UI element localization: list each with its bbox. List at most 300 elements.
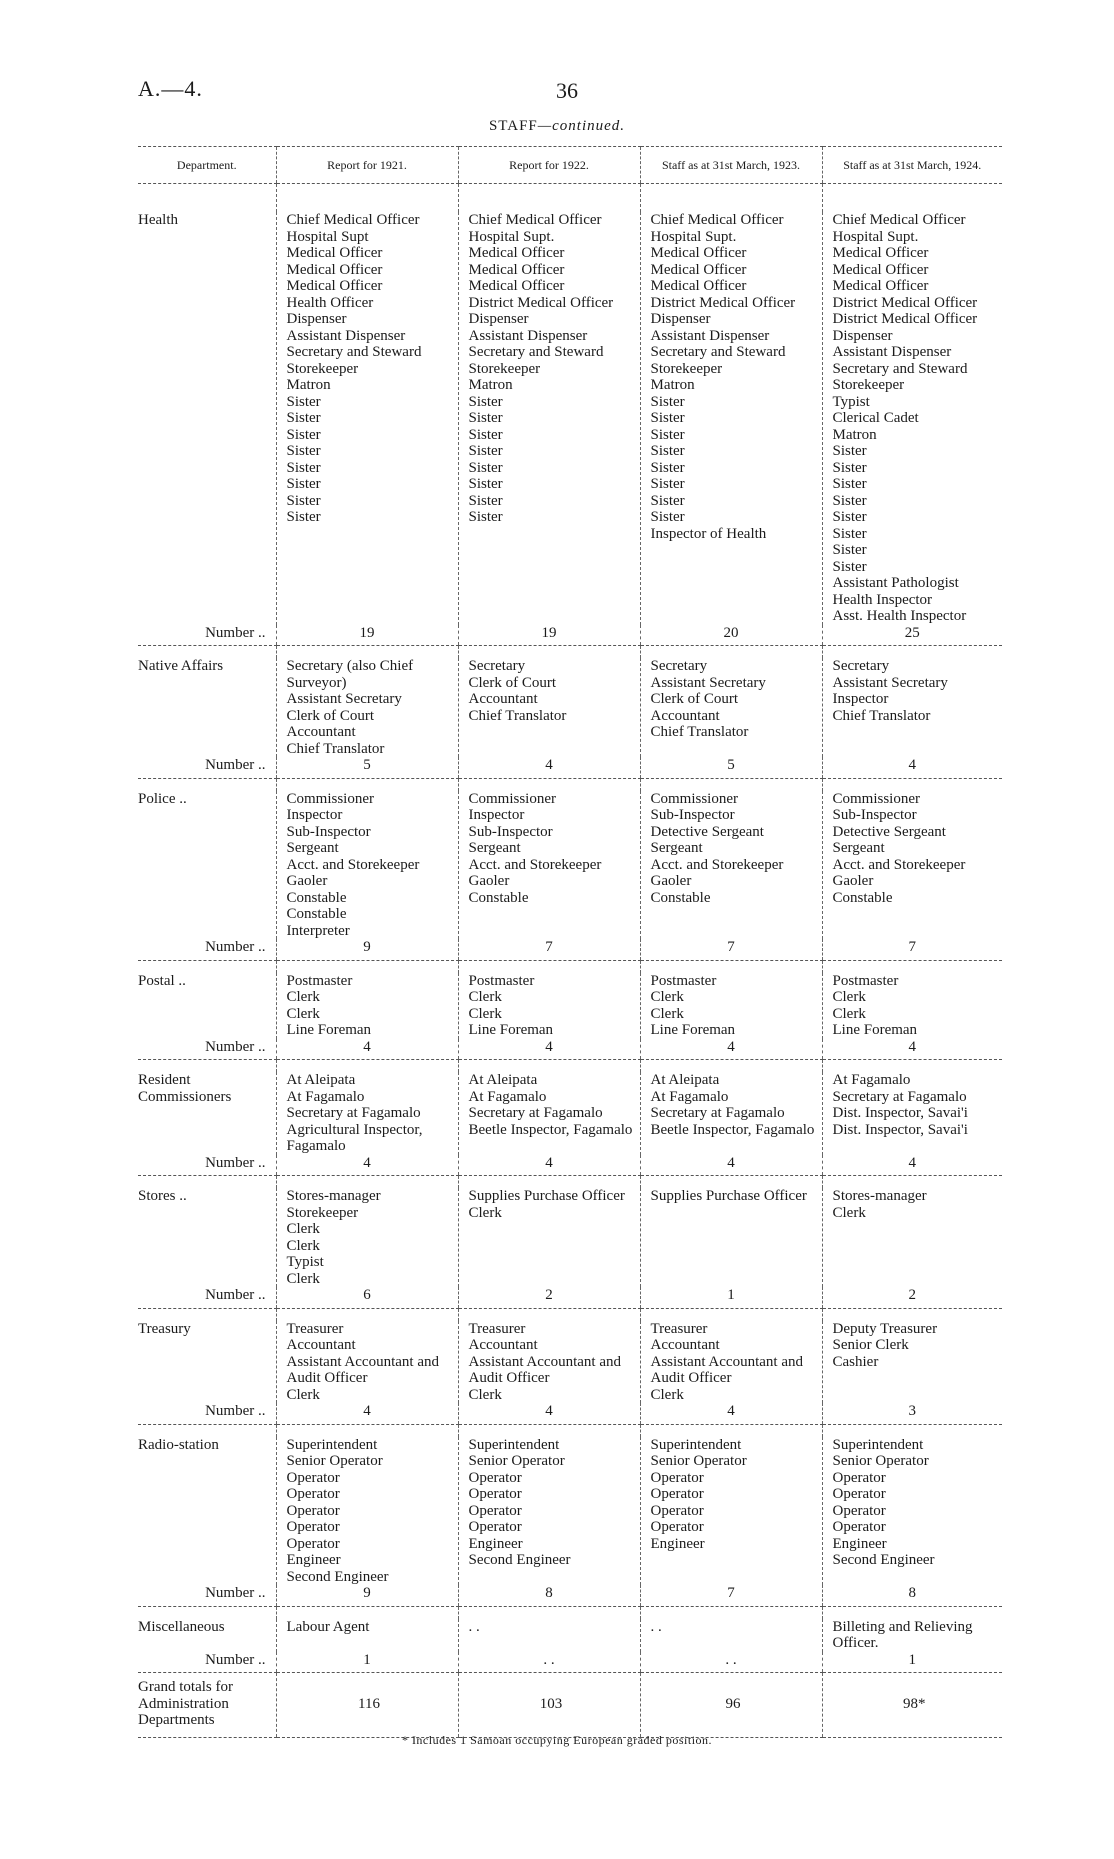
staff-position: Medical Officer bbox=[468, 261, 565, 278]
spacer-cell bbox=[138, 1308, 276, 1321]
staff-position: Sister bbox=[832, 509, 867, 525]
staff-position: District Medical Officer bbox=[832, 294, 978, 311]
staff-position: Medical Officer bbox=[286, 261, 383, 278]
staff-position: Chief Medical Officer bbox=[286, 212, 420, 228]
staff-list-cell bbox=[640, 1188, 822, 1287]
staff-position: Sister bbox=[286, 426, 321, 443]
staff-position: Gaoler bbox=[468, 873, 510, 889]
staff-count: 1 bbox=[640, 1287, 822, 1308]
staff-position: Secretary at Fagamalo bbox=[650, 1105, 785, 1121]
staff-list-cell bbox=[276, 1619, 458, 1652]
grand-total-value: 98* bbox=[822, 1673, 1002, 1738]
staff-count: 4 bbox=[458, 1403, 640, 1424]
staff-position: Sister bbox=[468, 443, 503, 459]
staff-position: Sister bbox=[468, 492, 503, 509]
staff-position: Accountant bbox=[468, 691, 538, 707]
grand-total-label: Grand totals for Administration Departments bbox=[138, 1673, 276, 1738]
staff-position: Sister bbox=[468, 476, 503, 492]
staff-position: Second Engineer bbox=[832, 1552, 935, 1568]
staff-position: Chief Medical Officer bbox=[650, 212, 784, 228]
staff-position: Sub-Inspector bbox=[286, 823, 371, 840]
staff-position: Medical Officer bbox=[832, 278, 929, 294]
staff-position: Operator bbox=[286, 1519, 340, 1535]
spacer-cell bbox=[822, 646, 1002, 659]
spacer-cell bbox=[822, 184, 1002, 213]
staff-list-cell bbox=[822, 212, 1002, 625]
department-cell bbox=[138, 212, 276, 625]
staff-position: Dist. Inspector, Savai'i bbox=[832, 1121, 968, 1138]
department-cell bbox=[138, 1188, 276, 1287]
staff-position: Sister bbox=[650, 393, 685, 410]
staff-table-container bbox=[138, 146, 1002, 1738]
staff-position: At Fagamalo bbox=[832, 1072, 911, 1088]
staff-position: Medical Officer bbox=[468, 245, 565, 261]
staff-position: Senior Operator bbox=[468, 1453, 565, 1469]
staff-position: Medical Officer bbox=[832, 245, 929, 261]
staff-position: Medical Officer bbox=[468, 278, 565, 294]
staff-position: Health Inspector bbox=[832, 591, 933, 608]
staff-position: Clerk bbox=[286, 1221, 320, 1237]
staff-position: Senior Operator bbox=[650, 1453, 747, 1469]
spacer-cell bbox=[458, 184, 640, 213]
spacer-cell bbox=[640, 1606, 822, 1619]
staff-position: Health Officer bbox=[286, 294, 374, 311]
staff-list-cell bbox=[276, 658, 458, 757]
staff-position: Medical Officer bbox=[650, 261, 747, 278]
table-header-row bbox=[138, 147, 1002, 184]
staff-list-cell bbox=[822, 1321, 1002, 1404]
staff-position: Matron bbox=[650, 377, 695, 393]
staff-list-cell bbox=[276, 1437, 458, 1586]
staff-position: Secretary and Steward bbox=[650, 344, 786, 360]
staff-position: At Fagamalo bbox=[468, 1088, 547, 1105]
staff-position: Acct. and Storekeeper bbox=[650, 856, 784, 873]
staff-position: District Medical Officer bbox=[832, 311, 978, 327]
spacer-cell bbox=[138, 646, 276, 659]
staff-position: Sergeant bbox=[286, 840, 339, 856]
staff-position: At Aleipata bbox=[468, 1072, 538, 1088]
staff-position: Labour Agent bbox=[286, 1618, 370, 1635]
staff-position: Typist bbox=[286, 1254, 324, 1270]
staff-list-cell bbox=[276, 791, 458, 940]
staff-position: Sister bbox=[286, 492, 321, 509]
staff-count: 9 bbox=[276, 939, 458, 960]
spacer-cell bbox=[640, 1060, 822, 1073]
spacer-cell bbox=[276, 646, 458, 659]
staff-position: Secretary and Steward bbox=[468, 344, 604, 360]
staff-position: Operator bbox=[286, 1486, 340, 1502]
column-header: Report for 1921. bbox=[276, 147, 458, 184]
staff-position: Line Foreman bbox=[286, 1022, 372, 1038]
number-label: Number .. bbox=[138, 1585, 276, 1606]
staff-count: . . bbox=[458, 1652, 640, 1673]
spacer-row bbox=[138, 1308, 1002, 1321]
staff-position: Chief Translator bbox=[832, 707, 931, 724]
staff-position: Operator bbox=[832, 1469, 886, 1486]
staff-list-cell bbox=[822, 791, 1002, 940]
staff-position: Clerk of Court bbox=[286, 707, 374, 724]
staff-position: Accountant bbox=[286, 724, 356, 740]
department-name: Treasury bbox=[138, 1320, 191, 1337]
document-reference: A.—4. bbox=[138, 76, 203, 101]
staff-position: Operator bbox=[650, 1502, 704, 1519]
spacer-cell bbox=[458, 1060, 640, 1073]
staff-position: Dispenser bbox=[832, 327, 893, 344]
staff-position: Accountant bbox=[650, 707, 720, 724]
staff-position: Secretary bbox=[468, 658, 526, 674]
staff-list-cell bbox=[640, 1072, 822, 1155]
staff-position: Detective Sergeant bbox=[832, 823, 946, 840]
spacer-cell bbox=[458, 1176, 640, 1189]
spacer-row bbox=[138, 1060, 1002, 1073]
staff-position: Sister bbox=[286, 393, 321, 410]
staff-position: Engineer bbox=[286, 1552, 341, 1568]
staff-position: Sub-Inspector bbox=[832, 807, 917, 823]
staff-position: Hospital Supt. bbox=[468, 228, 555, 245]
staff-position: Clerk bbox=[286, 1237, 320, 1254]
staff-position: Assistant Dispenser bbox=[650, 327, 770, 344]
spacer-cell bbox=[822, 1308, 1002, 1321]
staff-position: Storekeeper bbox=[650, 360, 723, 377]
staff-position: Postmaster bbox=[832, 972, 899, 989]
spacer-cell bbox=[640, 778, 822, 791]
department-row bbox=[138, 212, 1002, 625]
staff-position: Accountant bbox=[286, 1337, 356, 1353]
staff-position: Operator bbox=[286, 1535, 340, 1552]
staff-position: Clerk of Court bbox=[650, 691, 738, 707]
spacer-cell bbox=[276, 1424, 458, 1437]
staff-list-cell bbox=[822, 1619, 1002, 1652]
staff-list-cell bbox=[458, 658, 640, 757]
staff-position: Storekeeper bbox=[832, 377, 905, 393]
staff-position: Sister bbox=[832, 492, 867, 509]
staff-position: Clerk bbox=[468, 1005, 502, 1022]
staff-position: Secretary (also Chief Surveyor) bbox=[286, 658, 414, 691]
staff-position: Secretary at Fagamalo bbox=[286, 1105, 421, 1121]
staff-list-cell bbox=[822, 1437, 1002, 1586]
spacer-cell bbox=[138, 960, 276, 973]
staff-position: Second Engineer bbox=[468, 1552, 571, 1568]
department-row bbox=[138, 658, 1002, 757]
department-row bbox=[138, 1619, 1002, 1652]
table-body bbox=[138, 184, 1002, 1738]
staff-position: Dispenser bbox=[468, 311, 529, 327]
staff-list-cell bbox=[276, 1321, 458, 1404]
staff-position: Clerical Cadet bbox=[832, 410, 919, 426]
department-cell bbox=[138, 791, 276, 940]
staff-position: Clerk bbox=[832, 1204, 866, 1221]
staff-position: Sub-Inspector bbox=[650, 807, 735, 823]
staff-list-cell bbox=[458, 1619, 640, 1652]
number-row bbox=[138, 1155, 1002, 1176]
column-header: Staff as at 31st March, 1923. bbox=[640, 147, 822, 184]
staff-position: Constable bbox=[286, 906, 347, 922]
spacer-cell bbox=[640, 1424, 822, 1437]
department-name: Postal .. bbox=[138, 972, 186, 989]
spacer-cell bbox=[458, 960, 640, 973]
staff-position: Sister bbox=[832, 476, 867, 492]
staff-list-cell bbox=[640, 791, 822, 940]
staff-count: 2 bbox=[822, 1287, 1002, 1308]
staff-count: 4 bbox=[640, 1039, 822, 1060]
staff-position: Matron bbox=[832, 426, 877, 443]
staff-list-cell bbox=[458, 791, 640, 940]
staff-position: At Fagamalo bbox=[650, 1088, 729, 1105]
spacer-row bbox=[138, 1606, 1002, 1619]
staff-position: Asst. Health Inspector bbox=[832, 608, 967, 624]
staff-position: At Fagamalo bbox=[286, 1088, 365, 1105]
staff-position: Chief Translator bbox=[468, 707, 567, 724]
staff-position: Operator bbox=[468, 1519, 522, 1535]
staff-position: Gaoler bbox=[286, 873, 328, 889]
staff-position: At Aleipata bbox=[650, 1072, 720, 1088]
staff-list-cell bbox=[822, 1188, 1002, 1287]
staff-position: Line Foreman bbox=[650, 1022, 736, 1038]
number-label: Number .. bbox=[138, 939, 276, 960]
column-header: Department. bbox=[138, 147, 276, 184]
staff-position: Operator bbox=[832, 1502, 886, 1519]
staff-position: Clerk bbox=[650, 1005, 684, 1022]
department-name: Radio-station bbox=[138, 1436, 219, 1453]
staff-position: Treasurer bbox=[286, 1320, 344, 1337]
spacer-row bbox=[138, 778, 1002, 791]
staff-position: Sub-Inspector bbox=[468, 823, 553, 840]
staff-position: Clerk bbox=[650, 989, 684, 1005]
spacer-cell bbox=[138, 1606, 276, 1619]
staff-position: Inspector bbox=[832, 691, 889, 707]
spacer-cell bbox=[276, 184, 458, 213]
staff-list-cell bbox=[276, 973, 458, 1039]
staff-position: Clerk bbox=[286, 1005, 320, 1022]
grand-total-value: 96 bbox=[640, 1673, 822, 1738]
staff-position: Sister bbox=[650, 410, 685, 426]
number-row bbox=[138, 1652, 1002, 1673]
staff-position: Sister bbox=[468, 410, 503, 426]
staff-position: Sister bbox=[832, 542, 867, 558]
spacer-cell bbox=[822, 778, 1002, 791]
staff-position: Secretary at Fagamalo bbox=[468, 1105, 603, 1121]
staff-count: 8 bbox=[458, 1585, 640, 1606]
staff-count: 5 bbox=[640, 757, 822, 778]
staff-position: . . bbox=[650, 1618, 662, 1635]
spacer-cell bbox=[276, 1060, 458, 1073]
staff-position: Assistant Secretary bbox=[832, 674, 948, 691]
staff-position: Operator bbox=[650, 1469, 704, 1486]
staff-count: 4 bbox=[640, 1403, 822, 1424]
spacer-row bbox=[138, 1424, 1002, 1437]
staff-position: Sister bbox=[650, 426, 685, 443]
staff-position: Medical Officer bbox=[286, 245, 383, 261]
spacer-cell bbox=[822, 1606, 1002, 1619]
staff-position: Operator bbox=[286, 1469, 340, 1486]
staff-position: Senior Clerk bbox=[832, 1337, 909, 1353]
number-row bbox=[138, 939, 1002, 960]
staff-position: Clerk bbox=[650, 1386, 684, 1403]
staff-position: Engineer bbox=[468, 1535, 523, 1552]
staff-count: 19 bbox=[458, 625, 640, 646]
department-row bbox=[138, 973, 1002, 1039]
spacer-cell bbox=[822, 960, 1002, 973]
department-name: Native Affairs bbox=[138, 658, 224, 674]
staff-position: Sergeant bbox=[832, 840, 885, 856]
staff-position: Postmaster bbox=[468, 972, 535, 989]
department-name: Stores .. bbox=[138, 1188, 187, 1204]
staff-position: Gaoler bbox=[832, 873, 874, 889]
number-label: Number .. bbox=[138, 757, 276, 778]
staff-position: Treasurer bbox=[650, 1320, 708, 1337]
staff-list-cell bbox=[640, 1437, 822, 1586]
spacer-cell bbox=[458, 778, 640, 791]
department-name: Miscellaneous bbox=[138, 1618, 225, 1635]
staff-list-cell bbox=[822, 1072, 1002, 1155]
number-label: Number .. bbox=[138, 625, 276, 646]
staff-count: 25 bbox=[822, 625, 1002, 646]
staff-position: Operator bbox=[468, 1469, 522, 1486]
staff-list-cell bbox=[822, 658, 1002, 757]
number-label: Number .. bbox=[138, 1403, 276, 1424]
staff-list-cell bbox=[276, 212, 458, 625]
number-label: Number .. bbox=[138, 1155, 276, 1176]
staff-position: Supplies Purchase Officer bbox=[468, 1188, 625, 1204]
staff-position: Engineer bbox=[832, 1535, 887, 1552]
staff-list-cell bbox=[458, 1321, 640, 1404]
spacer-cell bbox=[458, 646, 640, 659]
staff-position: Sister bbox=[832, 558, 867, 575]
staff-position: Inspector of Health bbox=[650, 525, 767, 542]
staff-position: Senior Operator bbox=[832, 1453, 929, 1469]
staff-position: Sister bbox=[286, 443, 321, 459]
staff-position: Cashier bbox=[832, 1353, 879, 1370]
spacer-cell bbox=[138, 184, 276, 213]
staff-position: Chief Medical Officer bbox=[832, 212, 966, 228]
staff-position: Sister bbox=[832, 525, 867, 542]
number-row bbox=[138, 1039, 1002, 1060]
staff-list-cell bbox=[640, 1321, 822, 1404]
department-cell bbox=[138, 973, 276, 1039]
staff-count: 4 bbox=[458, 1039, 640, 1060]
staff-position: Second Engineer bbox=[286, 1568, 389, 1585]
staff-position: Operator bbox=[832, 1519, 886, 1535]
staff-position: Supplies Purchase Officer bbox=[650, 1188, 807, 1204]
staff-position: Acct. and Storekeeper bbox=[286, 856, 420, 873]
staff-position: Clerk bbox=[286, 1270, 320, 1287]
staff-position: Clerk bbox=[468, 1204, 502, 1221]
staff-count: 1 bbox=[822, 1652, 1002, 1673]
staff-position: Commissioner bbox=[832, 790, 921, 807]
staff-count: 20 bbox=[640, 625, 822, 646]
staff-position: Agricultural Inspector, Fagamalo bbox=[286, 1121, 423, 1154]
staff-position: Constable bbox=[286, 889, 347, 906]
staff-count: 19 bbox=[276, 625, 458, 646]
staff-position: Sister bbox=[286, 509, 321, 525]
spacer-cell bbox=[276, 778, 458, 791]
number-row bbox=[138, 625, 1002, 646]
staff-position: Sister bbox=[832, 459, 867, 476]
staff-position: Secretary at Fagamalo bbox=[832, 1088, 967, 1105]
staff-position: Sister bbox=[650, 443, 685, 459]
department-cell bbox=[138, 1437, 276, 1586]
staff-position: Accountant bbox=[650, 1337, 720, 1353]
staff-list-cell bbox=[640, 658, 822, 757]
staff-list-cell bbox=[458, 1072, 640, 1155]
staff-count: 7 bbox=[640, 1585, 822, 1606]
staff-position: Chief Translator bbox=[650, 724, 749, 740]
staff-position: Operator bbox=[468, 1502, 522, 1519]
staff-count: 4 bbox=[640, 1155, 822, 1176]
staff-position: Stores-manager bbox=[286, 1188, 381, 1204]
department-row bbox=[138, 1072, 1002, 1155]
staff-position: Secretary bbox=[832, 658, 890, 674]
staff-position: Chief Medical Officer bbox=[468, 212, 602, 228]
department-cell bbox=[138, 1321, 276, 1404]
staff-position: Commissioner bbox=[650, 790, 739, 807]
staff-position: Gaoler bbox=[650, 873, 692, 889]
staff-position: Sister bbox=[650, 459, 685, 476]
staff-position: Storekeeper bbox=[286, 1204, 359, 1221]
staff-position: Secretary and Steward bbox=[286, 344, 422, 360]
spacer-cell bbox=[138, 1176, 276, 1189]
staff-list-cell bbox=[640, 1619, 822, 1652]
staff-position: Hospital Supt bbox=[286, 228, 369, 245]
staff-position: Assistant Accountant and Audit Officer bbox=[286, 1353, 439, 1386]
staff-position: Senior Operator bbox=[286, 1453, 383, 1469]
staff-count: 4 bbox=[458, 757, 640, 778]
page-title: STAFF—continued. bbox=[488, 118, 626, 134]
staff-position: Medical Officer bbox=[832, 261, 929, 278]
department-name: Health bbox=[138, 212, 178, 228]
staff-list-cell bbox=[458, 1188, 640, 1287]
staff-list-cell bbox=[276, 1072, 458, 1155]
department-cell bbox=[138, 1072, 276, 1155]
spacer-row bbox=[138, 960, 1002, 973]
staff-count: 7 bbox=[822, 939, 1002, 960]
staff-position: Medical Officer bbox=[650, 245, 747, 261]
spacer-cell bbox=[276, 1176, 458, 1189]
staff-count: 4 bbox=[822, 757, 1002, 778]
staff-count: 4 bbox=[276, 1403, 458, 1424]
column-header: Staff as at 31st March, 1924. bbox=[822, 147, 1002, 184]
staff-position: Postmaster bbox=[650, 972, 717, 989]
staff-position: Superintendent bbox=[832, 1436, 924, 1453]
staff-list-cell bbox=[458, 212, 640, 625]
staff-position: Superintendent bbox=[286, 1436, 378, 1453]
staff-position: Assistant Accountant and Audit Officer bbox=[468, 1353, 621, 1386]
staff-position: Sister bbox=[650, 476, 685, 492]
staff-count: 4 bbox=[458, 1155, 640, 1176]
staff-position: Clerk bbox=[832, 989, 866, 1005]
staff-position: Constable bbox=[832, 889, 893, 906]
staff-position: Assistant Pathologist bbox=[832, 575, 959, 591]
spacer-row bbox=[138, 646, 1002, 659]
staff-position: . . bbox=[468, 1618, 480, 1635]
staff-position: Sister bbox=[286, 476, 321, 492]
staff-position: Engineer bbox=[650, 1535, 705, 1552]
staff-position: Clerk bbox=[468, 1386, 502, 1403]
staff-position: District Medical Officer bbox=[650, 294, 796, 311]
staff-position: Billeting and Relieving Officer. bbox=[832, 1618, 973, 1651]
staff-count: 4 bbox=[276, 1155, 458, 1176]
spacer-cell bbox=[640, 1176, 822, 1189]
staff-position: Line Foreman bbox=[468, 1022, 554, 1038]
staff-position: Beetle Inspector, Fagamalo bbox=[468, 1121, 633, 1138]
staff-position: Sister bbox=[832, 443, 867, 459]
staff-position: Assistant Dispenser bbox=[286, 327, 406, 344]
spacer-cell bbox=[640, 646, 822, 659]
spacer-cell bbox=[276, 1606, 458, 1619]
staff-position: Postmaster bbox=[286, 972, 353, 989]
staff-position: Secretary bbox=[650, 658, 708, 674]
staff-position: Interpreter bbox=[286, 922, 350, 939]
